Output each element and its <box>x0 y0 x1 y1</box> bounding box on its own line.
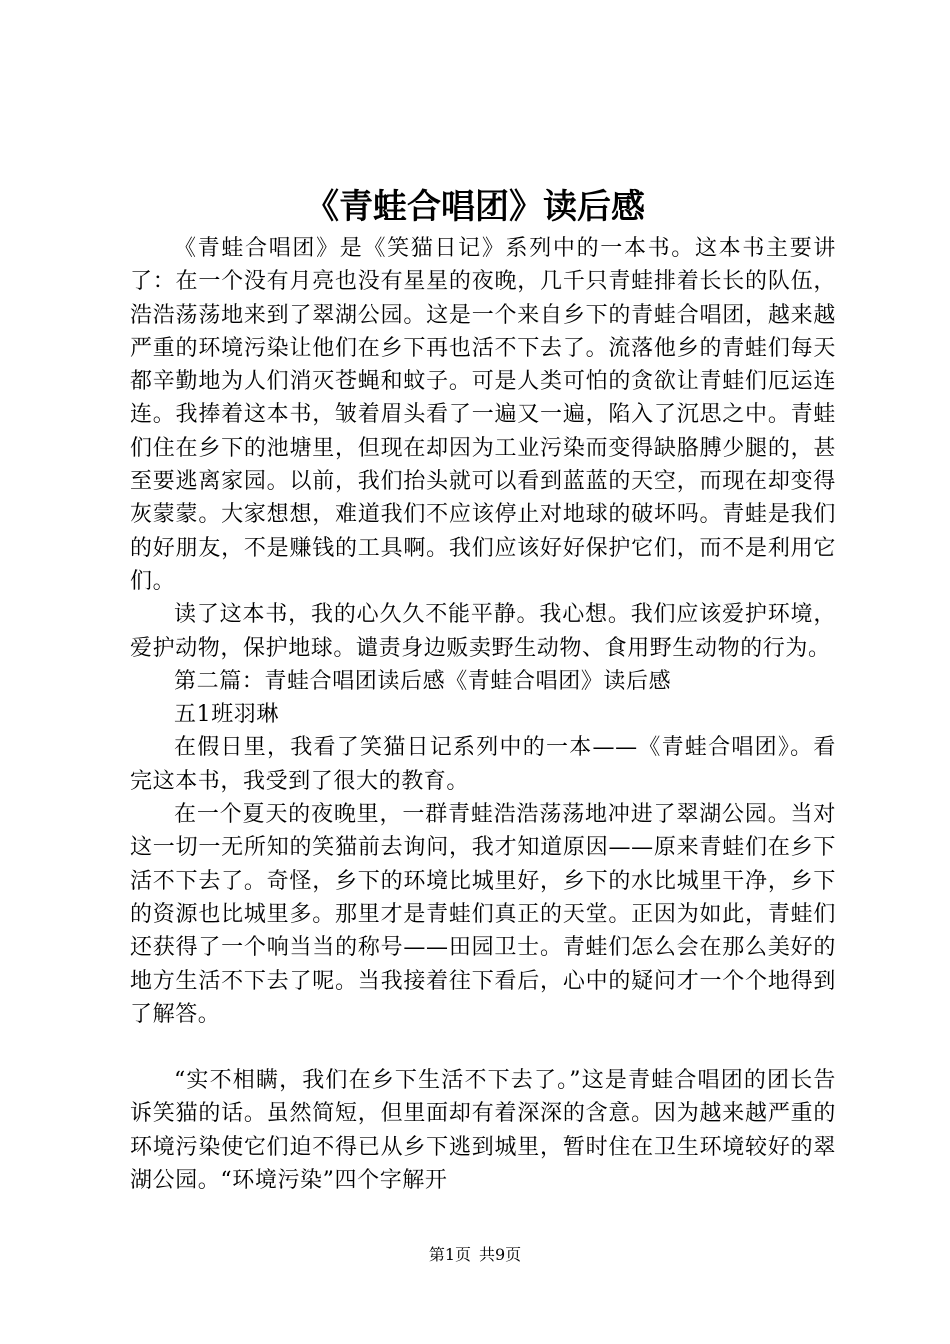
paragraph: 在假日里，我看了笑猫日记系列中的一本——《青蛙合唱团》。看完这本书，我受到了很大的教育。 <box>130 735 836 794</box>
page-total: 共9页 <box>479 1245 522 1264</box>
page-number: 第1页 <box>428 1245 471 1264</box>
paragraph: 《青蛙合唱团》是《笑猫日记》系列中的一本书。这本书主要讲了：在一个没有月亮也没有星星的夜晚，几千只青蛙排着长长的队伍，浩浩荡荡地来到了翠湖公园。这是一个来自乡下的青蛙合唱团，越来越严重的环境污染让他们在乡下再也活不下去了。流落他乡的青蛙们每天都辛勤地为人们消灭苍蝇和蚊子。可是人类可怕的贪欲让青蛙们厄运连连。我捧着这本书，皱着眉头看了一遍又一遍，陷入了沉思之中。青蛙们住在乡下的池塘里，但现在却因为工业污染而变得缺胳膊少腿的，甚至要逃离家园。以前，我们抬头就可以看到蓝蓝的天空，而现在却变得灰蒙蒙。大家想想，难道我们不应该停止对地球的破坏吗。青蛙是我们的好朋友，不是赚钱的工具啊。我们应该好好保护它们，而不是利用它们。 <box>130 236 836 594</box>
page-footer <box>0 1245 950 1265</box>
document-body <box>130 232 836 1197</box>
paragraph: “实不相瞒，我们在乡下生活不下去了。”这是青蛙合唱团的团长告诉笑猫的话。虽然简短，但里面却有着深深的含意。因为越来越严重的环境污染使它们迫不得已从乡下逃到城里，暂时住在卫生环境较好的翠湖公园。“环境污染”四个字解开 <box>130 1068 836 1194</box>
author-line: 五1班羽琳 <box>174 702 279 728</box>
paragraph: 读了这本书，我的心久久不能平静。我心想。我们应该爱护环境，爱护动物，保护地球。谴责身边贩卖野生动物、食用野生动物的行为。 <box>130 602 836 661</box>
document-title: 《青蛙合唱团》读后感 <box>305 187 645 227</box>
section-heading: 第二篇：青蛙合唱团读后感《青蛙合唱团》读后感 <box>174 668 672 694</box>
paragraph: 在一个夏天的夜晚里，一群青蛙浩浩荡荡地冲进了翠湖公园。当对这一切一无所知的笑猫前去询问，我才知道原因——原来青蛙们在乡下活不下去了。奇怪，乡下的环境比城里好，乡下的水比城里干净，乡下的资源也比城里多。那里才是青蛙们真正的天堂。正因为如此，青蛙们还获得了一个响当当的称号——田园卫士。青蛙们怎么会在那么美好的地方生活不下去了呢。当我接着往下看后，心中的疑问才一个个地得到了解答。 <box>130 802 836 1027</box>
